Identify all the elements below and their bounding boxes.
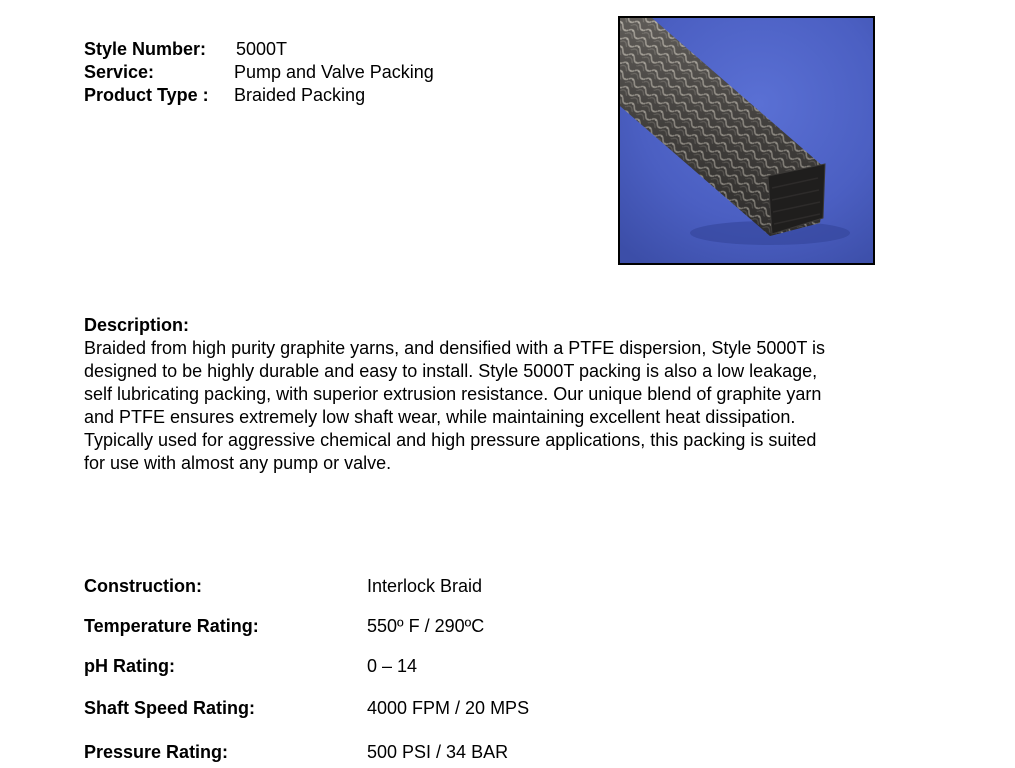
spec-label: pH Rating: [84, 656, 175, 676]
spec-value: 0 – 14 [367, 656, 418, 676]
spec-value: 500 PSI / 34 BAR [367, 742, 509, 762]
spec-label: Temperature Rating: [84, 616, 259, 636]
service-label: Service: [84, 62, 155, 82]
product-type-label: Product Type : [84, 85, 209, 105]
spec-row-ph [84, 655, 784, 678]
spec-row-pressure [84, 741, 784, 764]
spec-row-construction [84, 575, 784, 598]
description-section [84, 314, 924, 475]
style-number-label: Style Number: [84, 39, 207, 59]
service-value: Pump and Valve Packing [234, 62, 434, 82]
spec-row-shaft-speed [84, 697, 784, 720]
spec-value: 4000 FPM / 20 MPS [367, 698, 530, 718]
product-photo [618, 16, 875, 265]
spec-label: Construction: [84, 576, 202, 596]
spec-label: Shaft Speed Rating: [84, 698, 256, 718]
spec-label: Pressure Rating: [84, 742, 229, 762]
braided-packing-photo-icon [620, 18, 873, 263]
spec-value: Interlock Braid [367, 576, 483, 596]
description-heading: Description: [84, 315, 190, 335]
product-type-value: Braided Packing [234, 85, 366, 105]
description-body: Braided from high purity graphite yarns, and densified with a PTFE dispersion, Style 5000T is designed to be highly durable and easy to install. Style 5000T packing is also a low leakage, self lubricating packing, with superior extrusion resistance. Our unique blend of graphite yarn and PTFE ensures extremely low shaft wear, while maintaining excellent heat dissipation. Typically used for aggressive chemical and high pressure applications, this packing is suited for use with almost any pump or valve. [84, 338, 826, 473]
spec-row-temperature [84, 615, 784, 638]
style-number-value: 5000T [236, 39, 288, 59]
spec-value: 550º F / 290ºC [367, 616, 485, 636]
